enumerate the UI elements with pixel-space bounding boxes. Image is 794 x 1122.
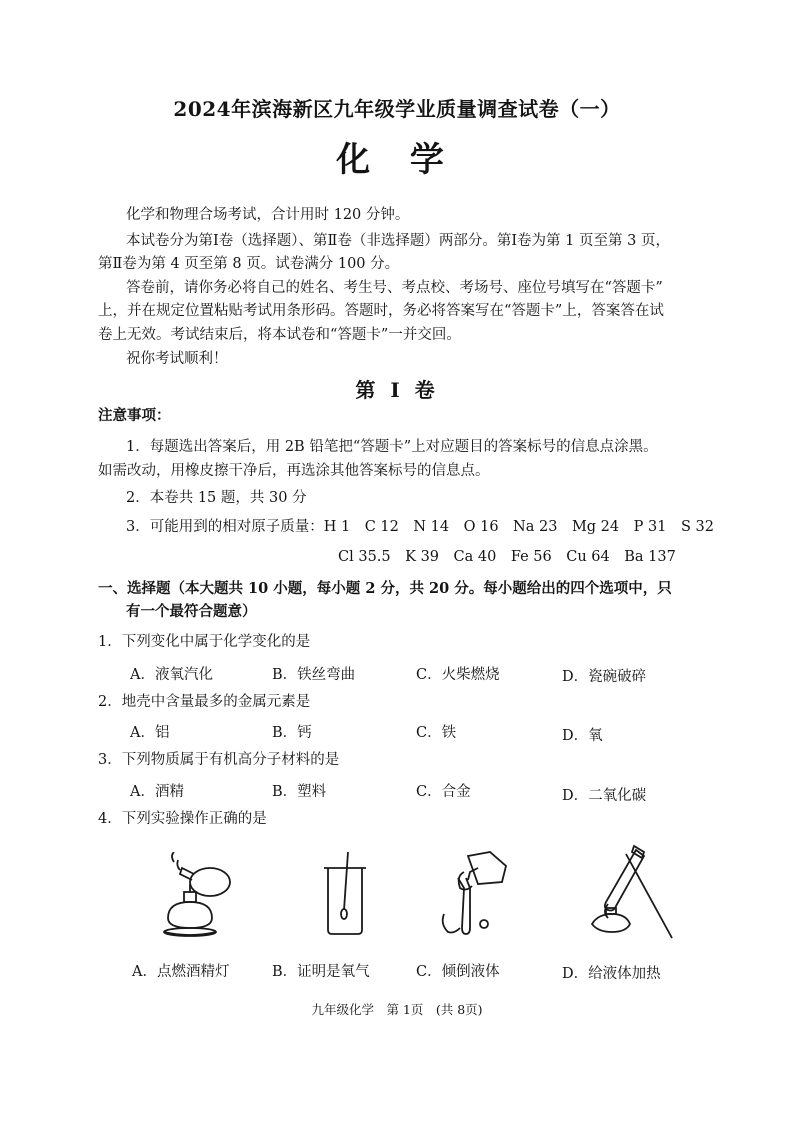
question-1-option-d: D．瓷碗破碎: [562, 669, 647, 685]
volume-heading: 第 I 卷: [355, 378, 439, 402]
intro-line-6: 卷上无效。考试结束后，将本试卷和“答题卡”一并交回。: [98, 327, 461, 343]
question-1-option-b: B．铁丝弯曲: [272, 667, 356, 683]
note-3a: 3．可能用到的相对原子质量：H 1 C 12 N 14 O 16 Na 23 Mg 24 P 31 S 32: [126, 519, 714, 535]
page-footer: 九年级化学 第 1页 (共 8页): [311, 1002, 483, 1017]
question-3-option-c: C．合金: [416, 784, 471, 800]
alcohol-lamp-lighting-figure: [150, 852, 240, 940]
oxygen-test-figure: [320, 850, 370, 940]
intro-line-7: 祝你考试顺利！: [126, 351, 228, 367]
question-1-option-a: A．液氧汽化: [130, 667, 213, 683]
question-2-option-b: B．钙: [272, 725, 312, 741]
question-4-option-b: B．证明是氧气: [272, 964, 370, 980]
question-3-option-a: A．酒精: [130, 784, 184, 800]
question-3-stem: 3．下列物质属于有机高分子材料的是: [98, 752, 340, 768]
pouring-liquid-figure: [432, 848, 522, 938]
question-4-option-a: A．点燃酒精灯: [132, 964, 230, 980]
question-4-stem: 4．下列实验操作正确的是: [98, 811, 267, 827]
question-4-option-d: D．给液体加热: [562, 966, 661, 982]
question-3-option-b: B．塑料: [272, 784, 327, 800]
question-3-option-d: D．二氧化碳: [562, 788, 647, 804]
question-2-option-c: C．铁: [416, 725, 457, 741]
section-heading-1: 一、选择题（本大题共 10 小题，每小题 2 分，共 20 分。每小题给出的四个选项中，只: [98, 580, 672, 597]
note-3b: Cl 35.5 K 39 Ca 40 Fe 56 Cu 64 Ba 137: [338, 549, 676, 565]
note-1a: 1．每题选出答案后，用 2B 铅笔把“答题卡”上对应题目的答案标号的信息点涂黑。: [126, 439, 658, 455]
notes-heading: 注意事项：: [98, 407, 171, 424]
subject-title: 化 学: [336, 140, 458, 180]
question-2-option-d: D．氧: [562, 728, 603, 744]
note-1b: 如需改动，用橡皮擦干净后，再选涂其他答案标号的信息点。: [98, 463, 490, 479]
intro-line-3: 第Ⅱ卷为第 4 页至第 8 页。试卷满分 100 分。: [98, 256, 400, 272]
heating-liquid-figure: [586, 842, 682, 942]
intro-line-4: 答卷前，请你务必将自己的姓名、考生号、考点校、考场号、座位号填写在“答题卡”: [126, 280, 663, 296]
page-title: 2024年滨海新区九年级学业质量调查试卷（一）: [173, 97, 621, 121]
question-2-option-a: A．铝: [130, 725, 170, 741]
question-4-option-c: C．倾倒液体: [416, 964, 500, 980]
question-1-option-c: C．火柴燃烧: [416, 667, 500, 683]
section-heading-2: 有一个最符合题意）: [126, 603, 257, 620]
question-2-stem: 2．地壳中含量最多的金属元素是: [98, 694, 311, 710]
intro-line-5: 上，并在规定位置粘贴考试用条形码。答题时，务必将答案写在“答题卡”上，答案答在试: [98, 303, 664, 319]
intro-line-2: 本试卷分为第Ⅰ卷（选择题）、第Ⅱ卷（非选择题）两部分。第Ⅰ卷为第 1 页至第 3 页，: [126, 233, 670, 249]
intro-line-1: 化学和物理合场考试，合计用时 120 分钟。: [126, 207, 410, 223]
question-1-stem: 1．下列变化中属于化学变化的是: [98, 634, 311, 650]
note-2: 2．本卷共 15 题，共 30 分: [126, 490, 307, 506]
